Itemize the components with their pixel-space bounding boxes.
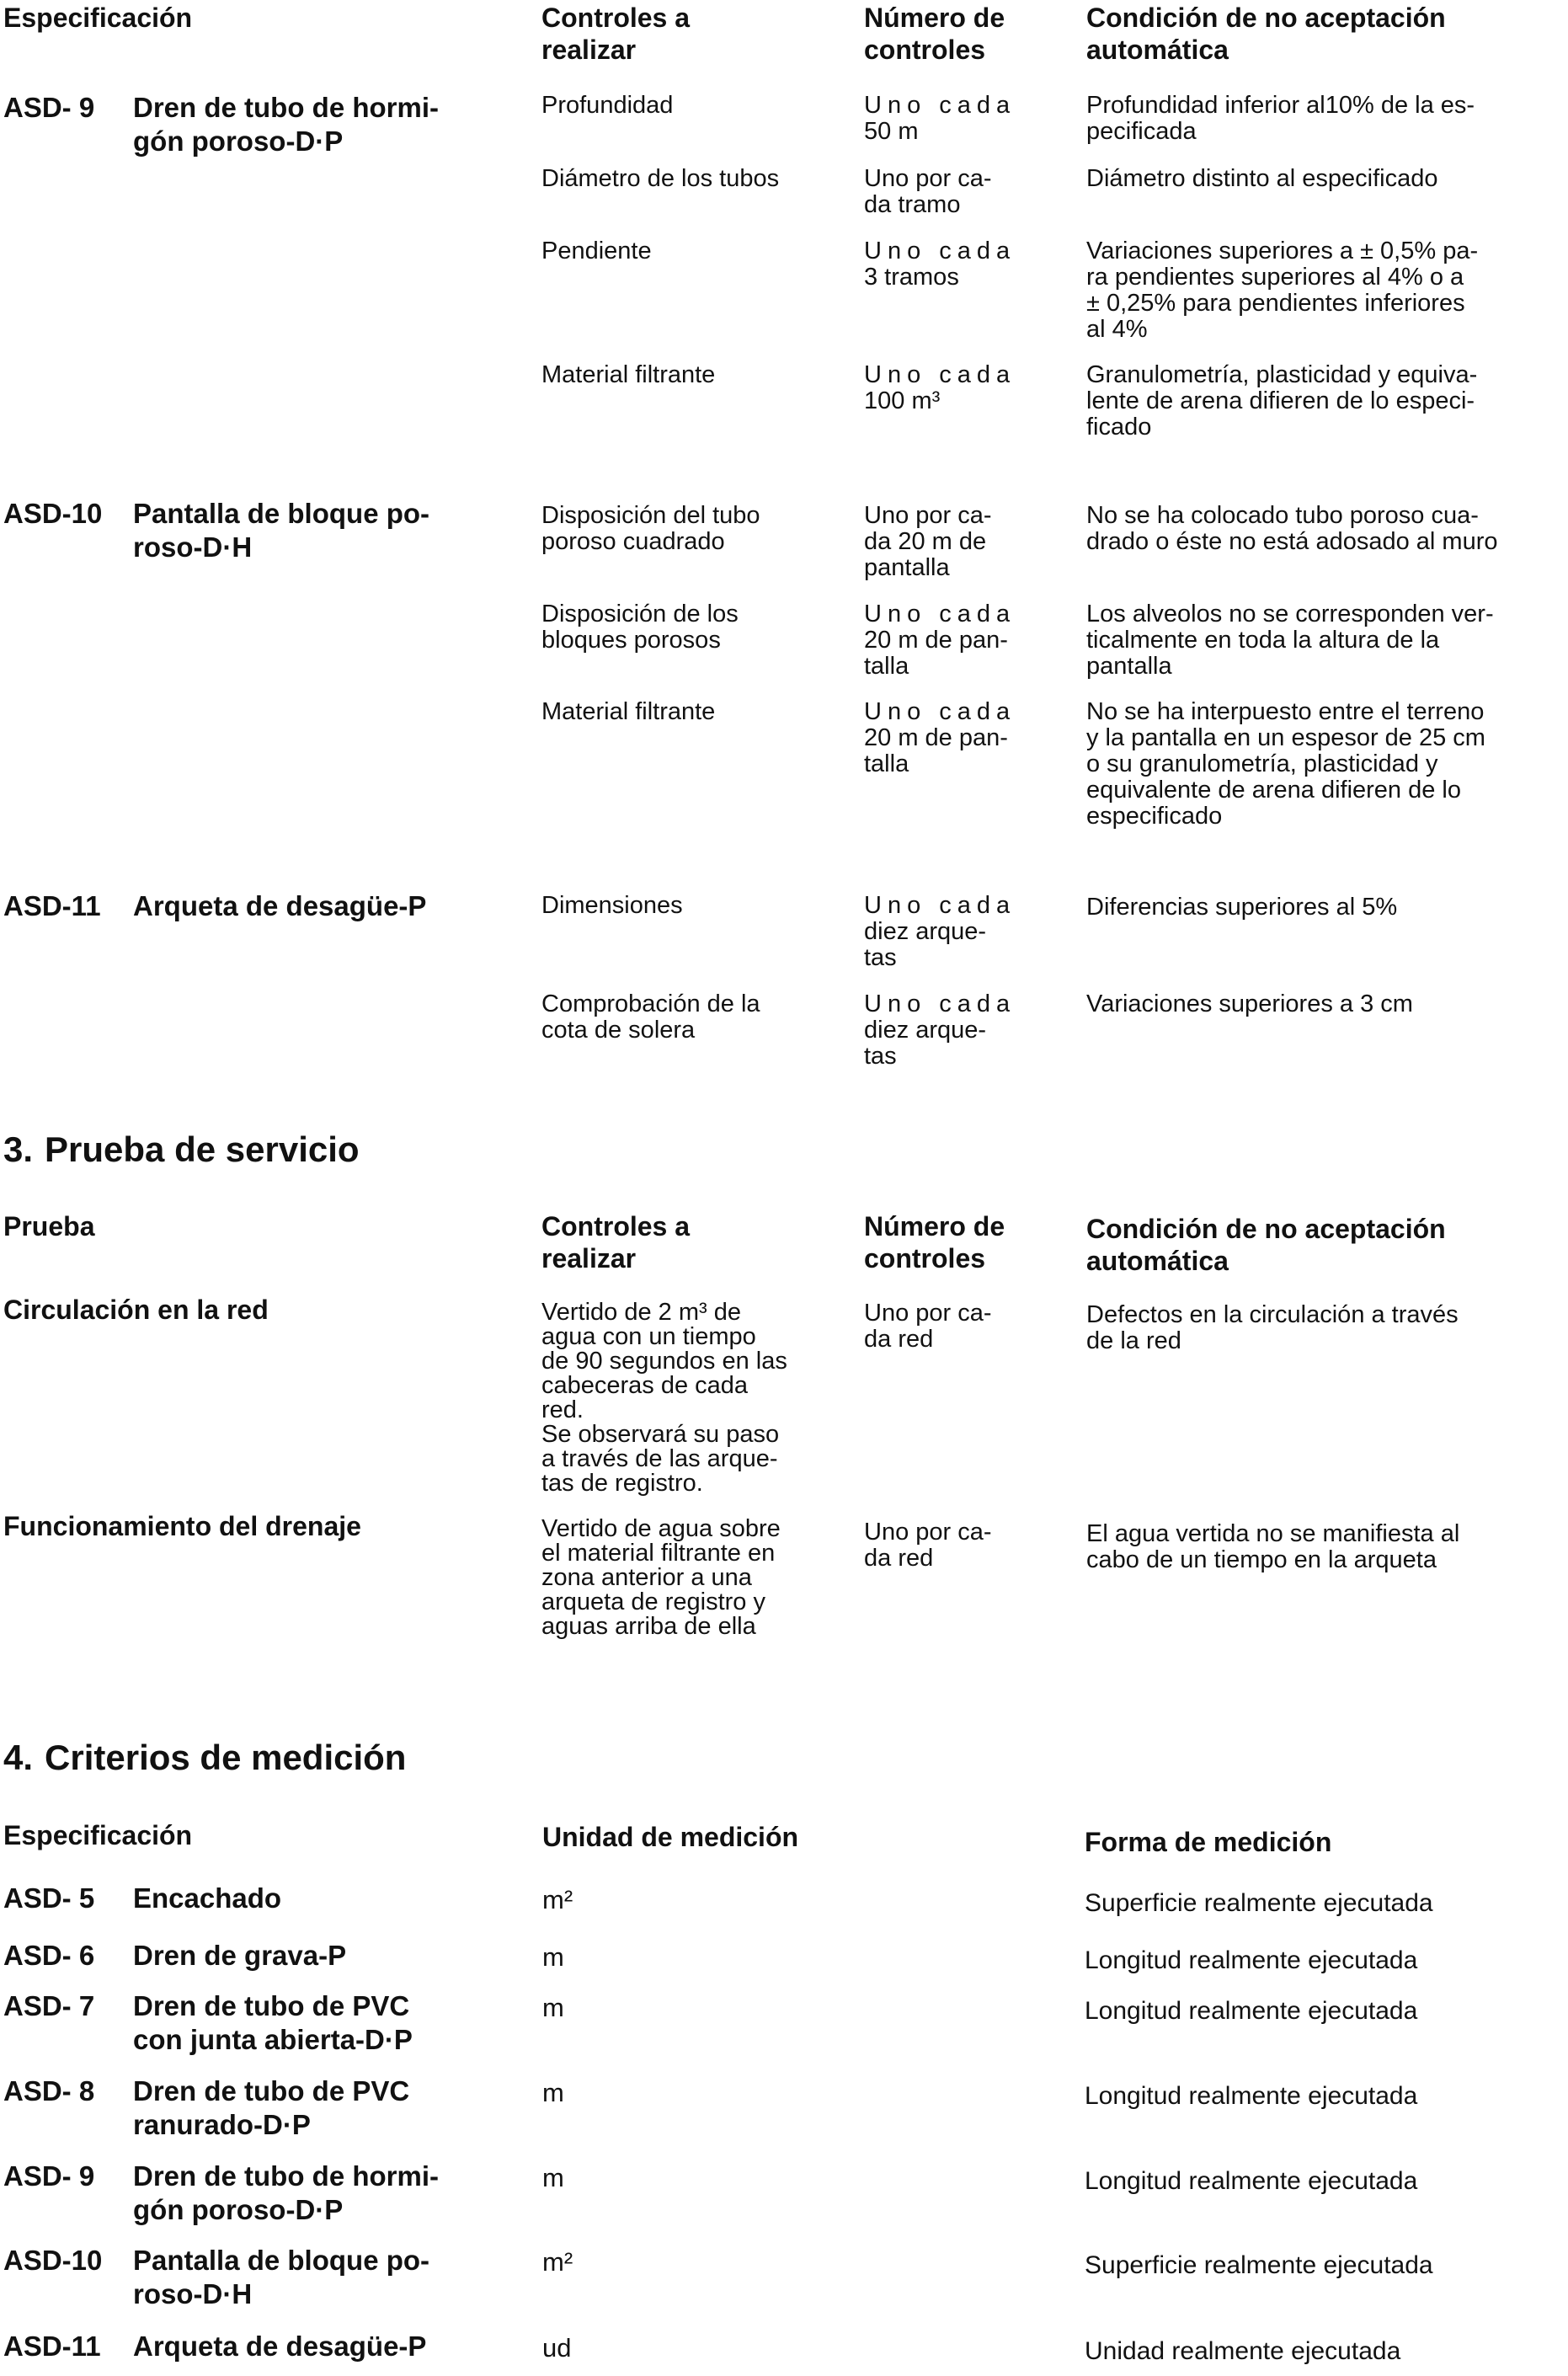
header-spec-text: Especificación [3,1820,193,1850]
condition-line: o su granulometría, plasticidad y [1086,750,1438,777]
spec-name-line: roso-D·H [133,531,253,563]
header-method [1085,1826,1331,1858]
spec-name-line: Dren de tubo de hormi- [133,92,439,123]
count-line: Uno cada [864,361,1016,388]
condition-cell [1086,699,1566,830]
spec-name-line: Dren de tubo de hormi- [133,2160,439,2192]
section-title-text: Prueba de servicio [45,1129,360,1169]
header-unit-text: Unidad de medición [542,1822,799,1852]
control-cell [541,1300,828,1496]
spec-name-line: Arqueta de desagüe-P [133,2331,427,2362]
count-line: da red [864,1326,934,1353]
header-spec-text: Especificación [3,3,193,33]
control-cell [541,991,828,1044]
control-line: bloques porosos [541,627,721,654]
spec-name-line: gón poroso-D·P [133,125,344,157]
measurement-method: Longitud realmente ejecutada [1085,1946,1418,1974]
control-line: Material filtrante [541,698,716,725]
spec-code: ASD-10 [3,498,103,529]
condition-line: Los alveolos no se corresponden ver- [1086,601,1494,627]
spec-name-line: Dren de grava-P [133,1940,347,1971]
control-line: de 90 segundos en las [541,1348,787,1375]
condition-line: ra pendientes superiores al 4% o a [1086,264,1464,291]
control-cell [541,362,828,388]
header-test [3,1210,94,1242]
spec-code: ASD- 9 [3,2160,95,2192]
condition-cell [1086,601,1566,680]
condition-cell [1086,1302,1566,1354]
spec-code: ASD- 8 [3,2075,95,2106]
control-line: Dimensiones [541,892,683,919]
count-cell [864,1519,1049,1572]
spec-name-line: gón poroso-D·P [133,2194,344,2225]
condition-line: Profundidad inferior al10% de la es- [1086,92,1475,119]
count-line: Uno cada [864,238,1016,264]
spec-name [133,1989,413,2057]
condition-line: Variaciones superiores a 3 cm [1086,990,1413,1017]
control-line: red. [541,1396,584,1423]
control-cell [541,893,828,919]
control-cell [541,1517,828,1639]
condition-line: No se ha colocado tubo poroso cua- [1086,502,1479,529]
condition-cell [1086,166,1566,192]
count-line: Uno por ca- [864,1519,992,1546]
count-line: Uno por ca- [864,1300,992,1327]
count-line: diez arque- [864,1017,987,1044]
control-line: Se observará su paso [541,1421,780,1448]
measurement-method: Longitud realmente ejecutada [1085,1997,1418,2025]
control-line: Disposición del tubo [541,502,760,529]
condition-cell [1086,503,1566,555]
condition-line: pecificada [1086,118,1197,145]
header-controls-line: Controles a [541,3,691,33]
header-condition [1086,1213,1446,1277]
spec-name [133,889,487,923]
test-name-text: Circulación en la red [3,1295,269,1325]
control-line: zona anterior a una [541,1564,752,1591]
unit: ud [542,2333,572,2363]
control-cell [541,238,828,264]
count-cell [864,893,1049,971]
count-line: pantalla [864,554,950,581]
count-line: Uno cada [864,892,1016,919]
count-line: tas [864,1043,897,1070]
control-cell [541,503,828,555]
header-count-line: controles [864,35,986,65]
header-count [864,1210,1005,1274]
control-cell [541,601,828,654]
header-method-text: Forma de medición [1085,1827,1332,1857]
count-line: 20 m de pan- [864,627,1008,654]
section-4-title [3,1737,406,1779]
header-controls [541,1210,690,1274]
section-3-title [3,1129,360,1171]
count-cell [864,166,1049,218]
header-unit [542,1821,798,1853]
condition-line: y la pantalla en un espesor de 25 cm [1086,724,1485,751]
count-line: Uno cada [864,92,1016,119]
condition-line: El agua vertida no se manifiesta al [1086,1520,1460,1547]
spec-name [133,2330,426,2363]
control-line: agua con un tiempo [541,1323,756,1350]
count-line: Uno cada [864,601,1016,627]
control-line: tas de registro. [541,1470,703,1497]
control-line: cota de solera [541,1017,696,1044]
spec-name [133,2244,429,2311]
count-cell [864,1300,1049,1353]
condition-line: Diferencias superiores al 5% [1086,894,1398,921]
spec-name [133,91,487,158]
section-title-text: Criterios de medición [45,1738,407,1777]
condition-line: Variaciones superiores a ± 0,5% pa- [1086,238,1479,264]
header-condition-line: automática [1086,1246,1229,1276]
count-cell [864,503,1049,581]
count-cell [864,699,1049,777]
control-line: Pendiente [541,238,652,264]
count-line: 20 m de pan- [864,724,1008,751]
control-line: Vertido de 2 m³ de [541,1299,741,1326]
count-line: 50 m [864,118,919,145]
spec-name [133,1882,281,1915]
test-name [3,1294,269,1326]
count-line: tas [864,944,897,971]
count-cell [864,238,1049,291]
control-line: Vertido de agua sobre [541,1515,781,1542]
condition-line: ficado [1086,414,1152,440]
condition-cell [1086,238,1566,343]
condition-line: drado o éste no está adosado al muro [1086,528,1498,555]
count-line: Uno por ca- [864,165,992,192]
count-line: Uno cada [864,698,1016,725]
test-name [3,1510,361,1542]
condition-cell [1086,894,1566,921]
unit: m [542,2163,564,2192]
header-controls-line: realizar [541,35,637,65]
count-line: Uno cada [864,990,1016,1017]
measurement-method: Superficie realmente ejecutada [1085,2251,1433,2279]
spec-name-line: Dren de tubo de PVC [133,1990,410,2021]
unit: m [542,1942,564,1972]
header-condition-line: Condición de no aceptación [1086,1214,1446,1244]
test-name-text: Funcionamiento del drenaje [3,1511,361,1541]
header-condition-line: automática [1086,35,1229,65]
control-line: Diámetro de los tubos [541,165,780,192]
spec-name [133,2074,409,2142]
control-line: Profundidad [541,92,674,119]
count-line: Uno por ca- [864,502,992,529]
condition-cell [1086,991,1566,1017]
spec-name-line: Pantalla de bloque po- [133,2245,430,2276]
condition-line: ticalmente en toda la altura de la [1086,627,1440,654]
count-line: da tramo [864,191,961,218]
control-line: cabeceras de cada [541,1372,749,1399]
count-cell [864,991,1049,1070]
measurement-method: Longitud realmente ejecutada [1085,2082,1418,2110]
unit: m² [542,2247,573,2277]
header-controls [541,2,690,66]
count-cell [864,93,1049,145]
unit: m² [542,1885,573,1914]
condition-cell [1086,93,1566,145]
condition-line: cabo de un tiempo en la arqueta [1086,1546,1437,1573]
control-cell [541,93,828,119]
count-line: da red [864,1545,934,1572]
header-controls-line: Controles a [541,1211,691,1241]
measurement-method: Longitud realmente ejecutada [1085,2167,1418,2195]
header-count-line: controles [864,1243,986,1273]
condition-cell [1086,362,1566,440]
condition-line: Defectos en la circulación a través [1086,1301,1459,1328]
spec-name-line: roso-D·H [133,2278,253,2309]
unit: m [542,2078,564,2107]
spec-code: ASD- 6 [3,1940,95,1971]
header-count-line: Número de [864,3,1005,33]
condition-line: especificado [1086,803,1223,830]
spec-name-line: Dren de tubo de PVC [133,2075,410,2106]
spec-name-line: ranurado-D·P [133,2109,311,2140]
measurement-method: Superficie realmente ejecutada [1085,1889,1433,1917]
spec-code: ASD-11 [3,890,101,921]
header-controls-line: realizar [541,1243,637,1273]
header-condition-line: Condición de no aceptación [1086,3,1446,33]
header-test-text: Prueba [3,1211,95,1241]
spec-name [133,497,487,564]
count-line: 3 tramos [864,264,959,291]
spec-code: ASD-10 [3,2245,103,2276]
control-line: a través de las arque- [541,1445,778,1472]
count-line: da 20 m de [864,528,987,555]
count-line: talla [864,653,909,680]
count-line: 100 m³ [864,387,941,414]
control-line: Comprobación de la [541,990,760,1017]
control-line: aguas arriba de ella [541,1613,756,1640]
condition-line: pantalla [1086,653,1172,680]
measurement-method: Unidad realmente ejecutada [1085,2337,1401,2365]
count-line: diez arque- [864,918,987,945]
spec-name-line: con junta abierta-D·P [133,2024,413,2055]
count-cell [864,362,1049,414]
control-line: Disposición de los [541,601,739,627]
count-cell [864,601,1049,680]
header-condition [1086,2,1446,66]
condition-line: al 4% [1086,316,1148,343]
header-count [864,2,1005,66]
condition-line: lente de arena difieren de lo especi- [1086,387,1475,414]
spec-code: ASD- 5 [3,1882,95,1914]
condition-line: de la red [1086,1327,1181,1354]
control-line: Material filtrante [541,361,716,388]
spec-name [133,1939,346,1973]
header-count-line: Número de [864,1211,1005,1241]
spec-code: ASD- 7 [3,1990,95,2021]
condition-line: equivalente de arena difieren de lo [1086,777,1461,804]
control-line: el material filtrante en [541,1540,776,1567]
control-cell [541,699,828,725]
unit: m [542,1993,564,2022]
spec-name-line: Encachado [133,1882,282,1914]
condition-line: Diámetro distinto al especificado [1086,165,1438,192]
spec-name [133,2160,439,2227]
section-number: 3. [3,1129,34,1169]
count-line: talla [864,750,909,777]
control-line: arqueta de registro y [541,1588,765,1615]
spec-name-line: Arqueta de desagüe-P [133,890,427,921]
header-spec [3,2,192,34]
header-spec [3,1819,192,1851]
condition-line: No se ha interpuesto entre el terreno [1086,698,1485,725]
condition-line: Granulometría, plasticidad y equiva- [1086,361,1478,388]
section-number: 4. [3,1738,34,1777]
condition-cell [1086,1521,1566,1573]
control-line: poroso cuadrado [541,528,725,555]
control-cell [541,166,828,192]
condition-line: ± 0,25% para pendientes inferiores [1086,290,1465,317]
spec-code: ASD- 9 [3,92,95,123]
spec-code: ASD-11 [3,2331,101,2362]
spec-name-line: Pantalla de bloque po- [133,498,430,529]
